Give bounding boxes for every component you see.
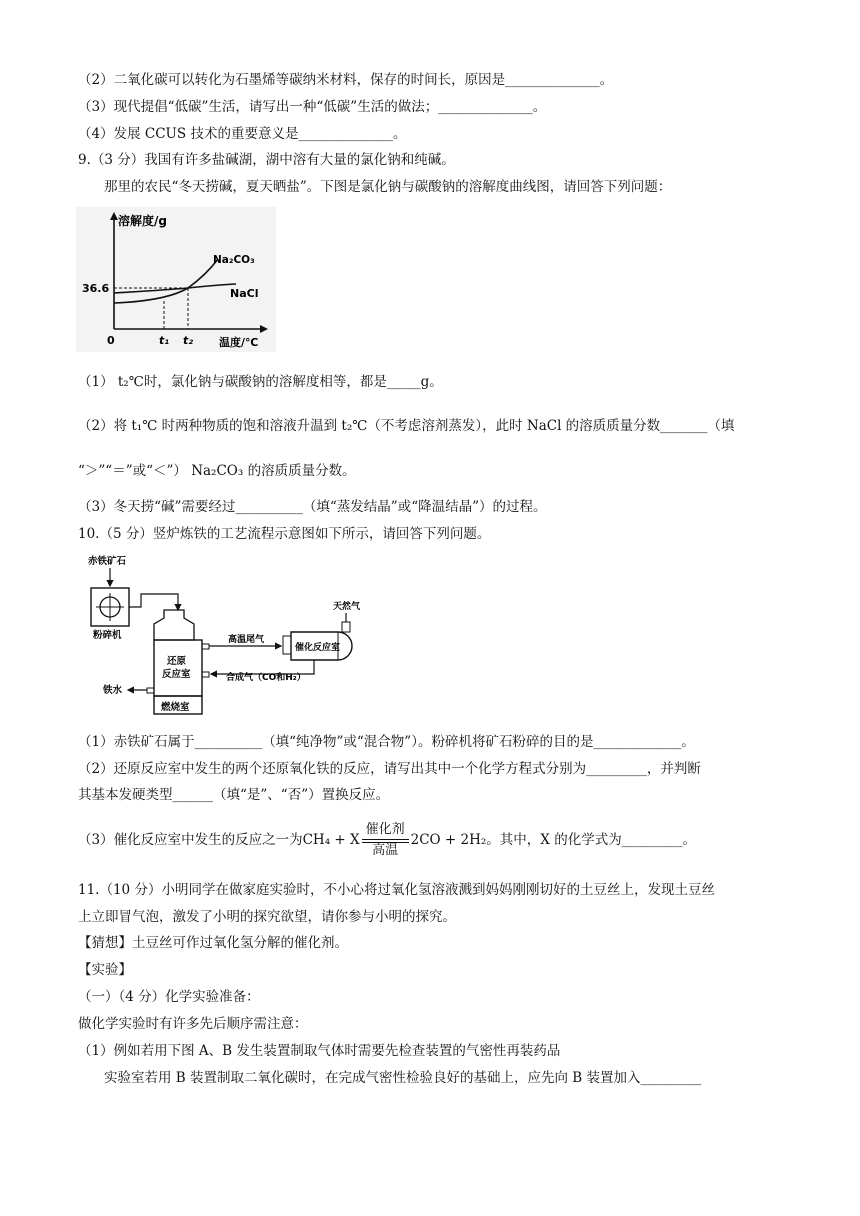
series-label-na2co3: Na₂CO₃ xyxy=(213,254,255,266)
condition-catalyst: 催化剂 xyxy=(365,821,405,837)
q11-hypothesis: 【猜想】土豆丝可作过氧化氢分解的催化剂。 xyxy=(78,935,348,951)
series-label-nacl: NaCl xyxy=(230,287,259,300)
q11-heading: 11.（10 分）小明同学在做家庭实验时，不小心将过氧化氢溶液溅到妈妈刚刚切好的土豆丝上，发现土豆丝 xyxy=(78,882,715,898)
q9-intro: 那里的农民“冬天捞碱，夏天晒盐”。下图是氯化钠与碳酸钠的溶解度曲线图，请回答下列问题： xyxy=(104,179,672,195)
exhaust-nozzle xyxy=(202,644,209,649)
q10-part2a: （2）还原反应室中发生的两个还原氧化铁的反应，请写出其中一个化学方程式分别为_________，并判断 xyxy=(78,761,701,777)
chart-background xyxy=(76,207,276,352)
combustion-label: 燃烧室 xyxy=(161,702,190,713)
syngas-arrow xyxy=(211,660,314,674)
iron-out-label: 铁水 xyxy=(103,685,123,696)
reduction-label-2: 反应室 xyxy=(162,669,191,680)
q10-part3-suffix: 。其中，X 的化学式为_________。 xyxy=(486,832,696,848)
q10-part3 xyxy=(78,820,696,860)
y-axis-label: 溶解度/g xyxy=(118,214,167,228)
crusher-to-reduction-arrow xyxy=(129,594,178,610)
x-tick-t2: t₂ xyxy=(183,334,194,347)
y-tick-36-6: 36.6 xyxy=(82,282,110,295)
q9-part2a: （2）将 t₁℃ 时两种物质的饱和溶液升温到 t₂℃（不考虑溶剂蒸发），此时 NaCl 的溶质质量分数_______（填 xyxy=(78,418,735,434)
iron-nozzle xyxy=(147,688,154,693)
q10-part2b: 其基本发硬类型______（填“是”、“否”）置换反应。 xyxy=(78,787,390,803)
equals-bar-top xyxy=(362,839,409,840)
catalytic-inlet xyxy=(283,636,291,654)
reduction-top xyxy=(154,610,194,640)
q10-part3-prefix: （3）催化反应室中发生的反应之一为 xyxy=(78,832,303,848)
flow-diagram xyxy=(76,552,368,720)
reduction-label-1: 还原 xyxy=(167,656,187,667)
q9-part3: （3）冬天捞“碱”需要经过__________（填“蒸发结晶”或“降温结晶”）的过程。 xyxy=(78,499,547,515)
q9-heading: 9.（3 分）我国有许多盐碱湖，湖中溶有大量的氯化钠和纯碱。 xyxy=(78,152,455,168)
q11-prep: （一）（4 分）化学实验准备： xyxy=(78,989,260,1005)
q8-part2: （2）二氧化碳可以转化为石墨烯等碳纳米材料，保存的时间长，原因是______________。 xyxy=(78,72,614,88)
solubility-chart xyxy=(76,207,276,352)
x-tick-t1: t₁ xyxy=(159,334,170,347)
syngas-nozzle xyxy=(202,672,209,677)
natural-gas-inlet xyxy=(342,622,350,632)
q11-experiment-heading: 【实验】 xyxy=(78,962,132,978)
equation-lhs: CH₄ + X xyxy=(302,832,360,848)
syngas-label: 合成气（CO和H₂） xyxy=(226,673,306,683)
flow-diagram-svg xyxy=(76,552,368,720)
x-axis-label: 温度/℃ xyxy=(219,336,259,349)
solubility-chart-svg xyxy=(76,207,276,352)
x-tick-0: 0 xyxy=(107,334,115,347)
natural-gas-label: 天然气 xyxy=(333,602,361,612)
q11-part1-detail: 实验室若用 B 装置制取二氧化碳时，在完成气密性检验良好的基础上，应先向 B 装置加入_________ xyxy=(104,1070,702,1086)
q9-part1: （1） t₂℃时，氯化钠与碳酸钠的溶解度相等，都是_____g。 xyxy=(78,374,443,390)
crusher-label: 粉碎机 xyxy=(93,630,122,641)
reaction-condition xyxy=(362,822,409,859)
exhaust-label: 高温尾气 xyxy=(228,635,265,645)
q9-part2b: “＞”“＝”或“＜”） Na₂CO₃ 的溶质质量分数。 xyxy=(78,463,356,479)
q10-heading: 10.（5 分）竖炉炼铁的工艺流程示意图如下所示，请回答下列问题。 xyxy=(78,526,491,542)
catalytic-label: 催化反应室 xyxy=(295,643,341,653)
q11-part1: （1）例如若用下图 A、B 发生装置制取气体时需要先检查装置的气密性再装药品 xyxy=(78,1043,561,1059)
condition-temperature: 高温 xyxy=(372,842,399,858)
q8-part3: （3）现代提倡“低碳”生活，请写出一种“低碳”生活的做法；______________。 xyxy=(78,99,547,115)
reduction-chamber xyxy=(154,640,202,696)
equation-rhs: 2CO + 2H₂ xyxy=(410,832,487,848)
q10-part1: （1）赤铁矿石属于__________（填“纯净物”或“混合物”）。粉碎机将矿石粉碎的目的是_____________。 xyxy=(78,734,695,750)
q8-part4: （4）发展 CCUS 技术的重要意义是______________。 xyxy=(78,126,407,142)
ore-label: 赤铁矿石 xyxy=(88,556,127,567)
q11-heading-cont: 上立即冒气泡，激发了小明的探究欲望，请你参与小明的探究。 xyxy=(78,909,456,925)
q11-order-note: 做化学实验时有许多先后顺序需注意： xyxy=(78,1016,308,1032)
